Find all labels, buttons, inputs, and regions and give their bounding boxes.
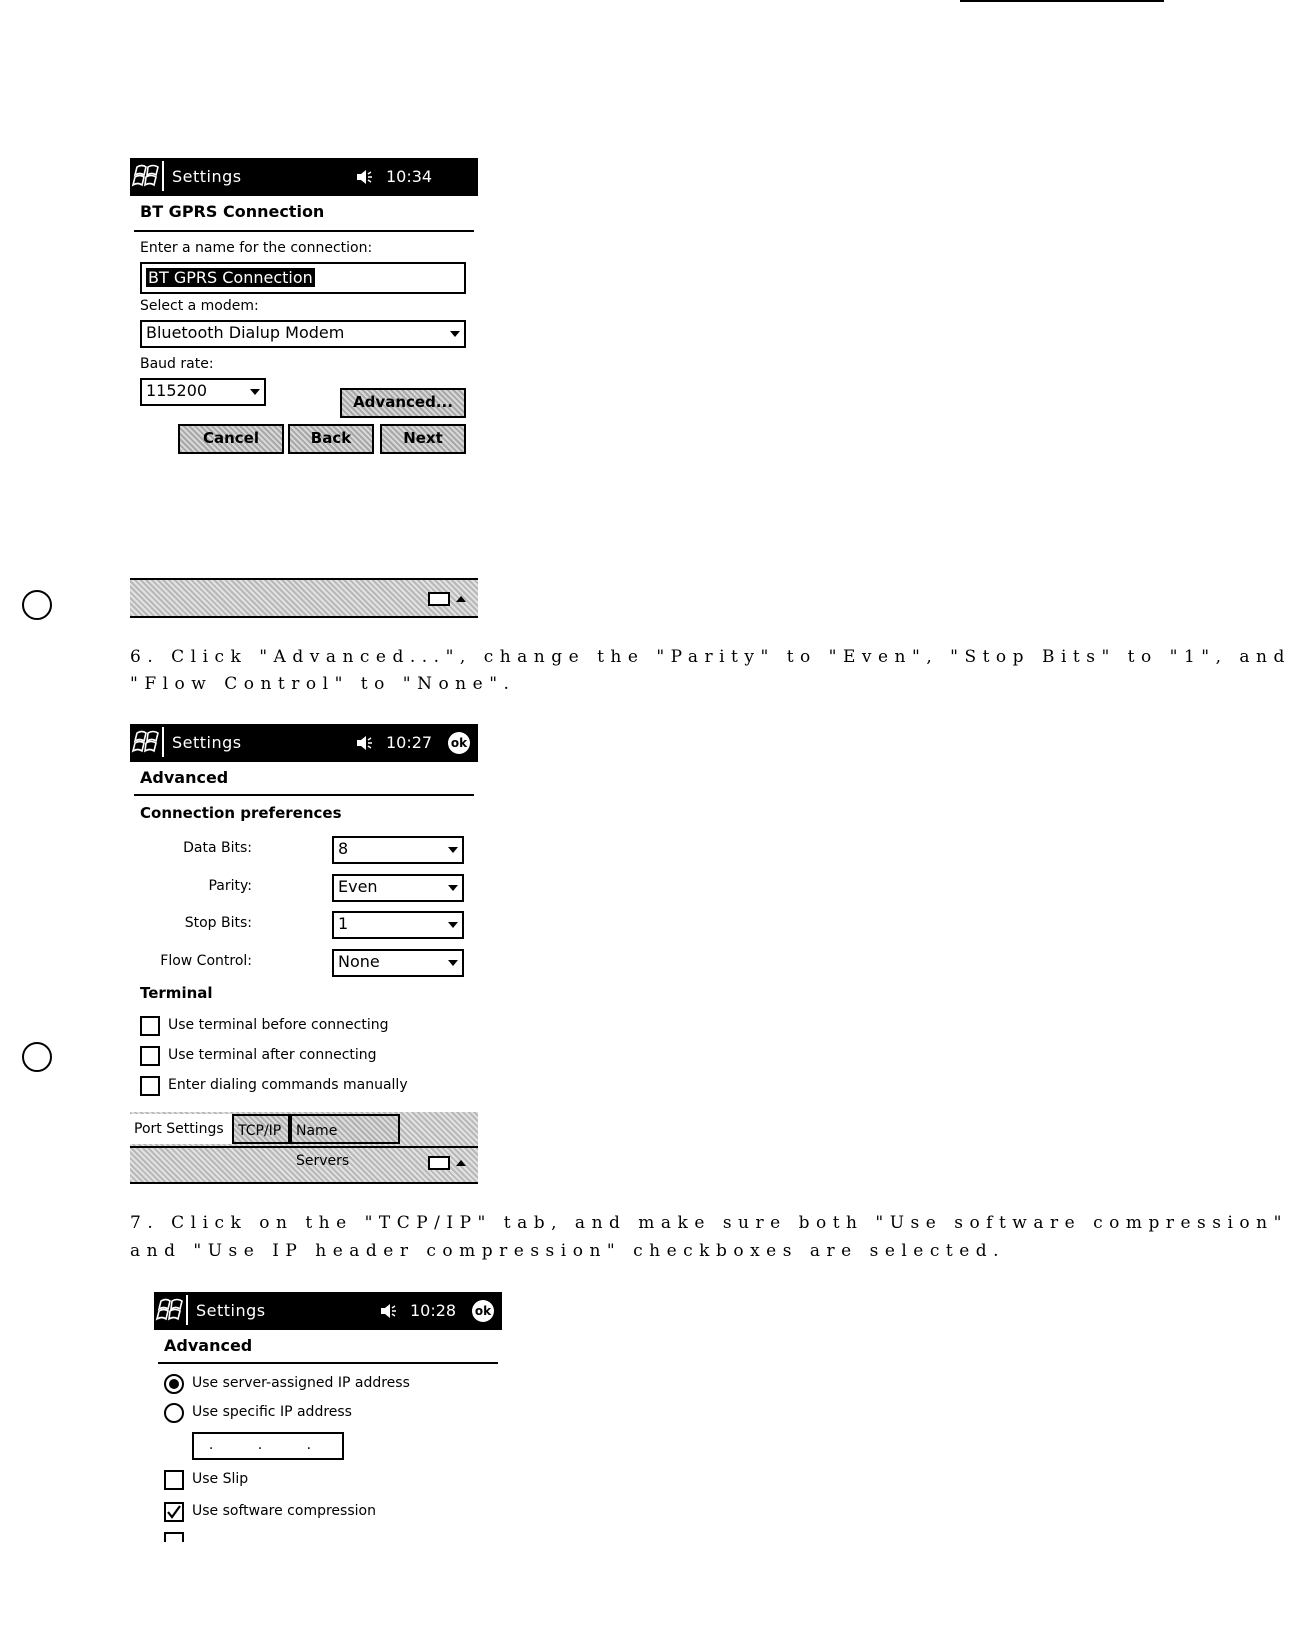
- screenshot-advanced-tcp-ip: [154, 1292, 502, 1542]
- radio-server-assigned-ip[interactable]: [164, 1374, 184, 1394]
- checkbox-terminal-before[interactable]: [140, 1016, 160, 1036]
- data-bits-value: 8: [338, 839, 349, 858]
- chevron-down-icon: [448, 922, 458, 928]
- advanced-button[interactable]: Advanced...: [340, 388, 466, 418]
- modem-label: Select a modem:: [140, 298, 259, 314]
- parity-select[interactable]: [332, 874, 464, 902]
- modem-value: Bluetooth Dialup Modem: [146, 323, 345, 342]
- cancel-button[interactable]: Cancel: [178, 424, 284, 454]
- instruction-7-line-2: and "Use IP header compression" checkboxes are selected.: [130, 1241, 1006, 1261]
- windows-start-icon[interactable]: [134, 161, 164, 191]
- data-bits-select[interactable]: [332, 836, 464, 864]
- punch-hole-upper: [22, 590, 52, 620]
- input-menu-arrow-icon[interactable]: [456, 596, 466, 602]
- flow-control-select[interactable]: [332, 949, 464, 977]
- punch-hole-lower: [22, 1042, 52, 1072]
- stop-bits-select[interactable]: [332, 911, 464, 939]
- keyboard-icon[interactable]: [428, 1156, 450, 1170]
- page-title: BT GPRS Connection: [140, 202, 325, 221]
- radio-server-assigned-ip-label: Use server-assigned IP address: [192, 1375, 410, 1391]
- checkbox-software-compression[interactable]: [164, 1502, 184, 1522]
- page-title: Advanced: [140, 768, 229, 787]
- app-title: Settings: [172, 167, 242, 186]
- clock: 10:34: [386, 167, 433, 186]
- checkbox-manual-dialing[interactable]: [140, 1076, 160, 1096]
- checkbox-manual-dialing-label: Enter dialing commands manually: [168, 1077, 408, 1093]
- windows-start-icon[interactable]: [158, 1295, 188, 1325]
- chevron-down-icon: [250, 389, 260, 395]
- speaker-icon[interactable]: [356, 169, 372, 185]
- baud-rate-value: 115200: [146, 381, 208, 400]
- flow-control-label: Flow Control:: [160, 953, 252, 969]
- divider: [134, 230, 474, 232]
- next-button[interactable]: Next: [380, 424, 466, 454]
- clock: 10:28: [410, 1301, 457, 1320]
- ok-button[interactable]: ok: [472, 1300, 494, 1322]
- title-bar: [130, 158, 478, 196]
- baud-label: Baud rate:: [140, 356, 214, 372]
- tab-tcp-ip[interactable]: TCP/IP: [232, 1114, 290, 1144]
- app-title: Settings: [172, 733, 242, 752]
- instruction-6-line-2: "Flow Control" to "None".: [130, 674, 516, 694]
- speaker-icon[interactable]: [380, 1303, 396, 1319]
- chevron-down-icon: [448, 960, 458, 966]
- top-edge-line: [960, 0, 1164, 2]
- flow-control-value: None: [338, 952, 380, 971]
- speaker-icon[interactable]: [356, 735, 372, 751]
- screenshot-advanced-port-settings: [130, 724, 478, 1184]
- checkbox-terminal-after-label: Use terminal after connecting: [168, 1047, 377, 1063]
- terminal-heading: Terminal: [140, 984, 213, 1002]
- checkmark-icon: [166, 1504, 182, 1520]
- section-heading: Connection preferences: [140, 804, 342, 822]
- data-bits-label: Data Bits:: [183, 840, 252, 856]
- chevron-down-icon: [448, 885, 458, 891]
- stop-bits-value: 1: [338, 914, 349, 933]
- page-title: Advanced: [164, 1336, 253, 1355]
- checkbox-software-compression-label: Use software compression: [192, 1503, 376, 1519]
- ok-button[interactable]: ok: [448, 732, 470, 754]
- parity-label: Parity:: [208, 878, 252, 894]
- radio-specific-ip[interactable]: [164, 1403, 184, 1423]
- connection-name-input[interactable]: [140, 262, 466, 294]
- input-menu-arrow-icon[interactable]: [456, 1160, 466, 1166]
- instruction-7-line-1: 7. Click on the "TCP/IP" tab, and make sure both "Use software compression": [130, 1213, 1288, 1233]
- name-label: Enter a name for the connection:: [140, 240, 373, 256]
- chevron-down-icon: [448, 847, 458, 853]
- checkbox-ip-header-compression-partial[interactable]: [164, 1532, 184, 1542]
- parity-value: Even: [338, 877, 378, 896]
- ip-address-input[interactable]: . . .: [192, 1432, 344, 1460]
- modem-select[interactable]: [140, 320, 466, 348]
- checkbox-terminal-after[interactable]: [140, 1046, 160, 1066]
- divider: [158, 1362, 498, 1364]
- app-title: Settings: [196, 1301, 266, 1320]
- checkbox-terminal-before-label: Use terminal before connecting: [168, 1017, 389, 1033]
- tab-port-settings[interactable]: Port Settings: [130, 1114, 232, 1144]
- chevron-down-icon: [450, 331, 460, 337]
- keyboard-icon[interactable]: [428, 592, 450, 606]
- stop-bits-label: Stop Bits:: [184, 915, 252, 931]
- title-bar: [130, 724, 478, 762]
- bottom-menu-bar: [130, 578, 478, 618]
- windows-start-icon[interactable]: [134, 727, 164, 757]
- divider: [134, 794, 474, 796]
- radio-specific-ip-label: Use specific IP address: [192, 1404, 352, 1420]
- title-bar: [154, 1292, 502, 1330]
- screenshot-connection-wizard: [130, 158, 478, 618]
- tab-name-servers[interactable]: Name Servers: [290, 1114, 400, 1144]
- menu-bar-divider: [130, 1146, 478, 1148]
- baud-rate-select[interactable]: [140, 378, 266, 406]
- connection-name-value: BT GPRS Connection: [148, 268, 313, 287]
- back-button[interactable]: Back: [288, 424, 374, 454]
- checkbox-use-slip[interactable]: [164, 1470, 184, 1490]
- checkbox-use-slip-label: Use Slip: [192, 1471, 249, 1487]
- instruction-6-line-1: 6. Click "Advanced...", change the "Parity" to "Even", "Stop Bits" to "1", and: [130, 647, 1291, 667]
- clock: 10:27: [386, 733, 433, 752]
